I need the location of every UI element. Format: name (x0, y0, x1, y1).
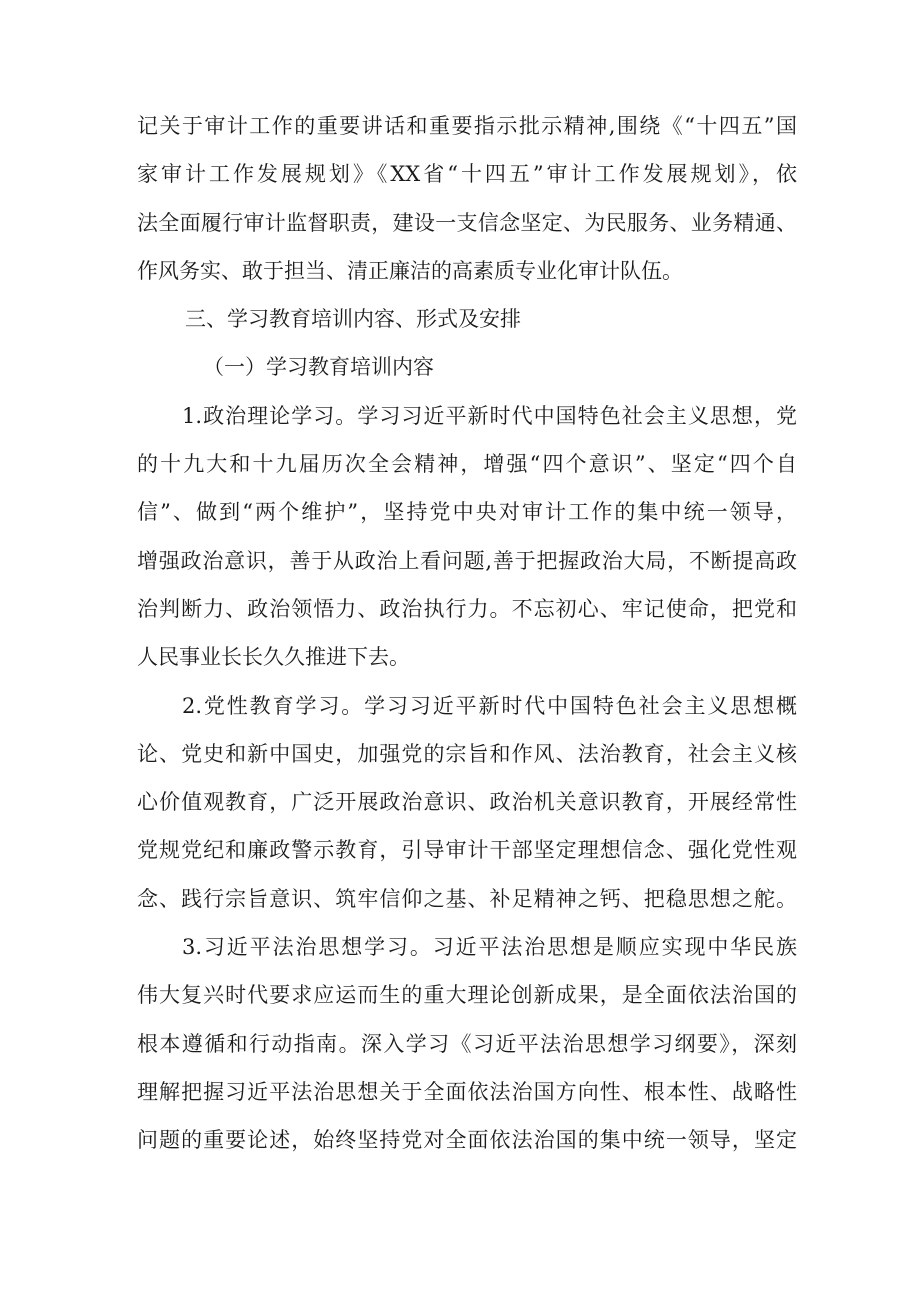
item-2-paragraph (137, 682, 797, 923)
text-line: 法全面履行审计监督职责，建设一支信念坚定、为民服务、业务精通、 (137, 210, 797, 235)
text-line: 3.习近平法治思想学习。习近平法治思想是顺应实现中华民族 (182, 935, 797, 960)
subsection-heading: （一）学习教育培训内容 (203, 355, 434, 380)
text-line: 根本遵循和行动指南。深入学习《习近平法治思想学习纲要》，深刻 (137, 1031, 797, 1056)
text-line: 治判断力、政治领悟力、政治执行力。不忘初心、牢记使命，把党和 (137, 596, 797, 621)
text-line: 家审计工作发展规划》《XX省“十四五”审计工作发展规划》，依 (137, 162, 797, 187)
item-1-paragraph (137, 392, 797, 682)
text-line: 心价值观教育，广泛开展政治意识、政治机关意识教育，开展经常性 (137, 790, 797, 815)
text-line: 信”、做到“两个维护”，坚持党中央对审计工作的集中统一领导， (137, 500, 797, 525)
text-line: 作风务实、敢于担当、清正廉洁的高素质专业化审计队伍。 (137, 258, 683, 283)
text-line: 念、践行宗旨意识、筑牢信仰之基、补足精神之钙、把稳思想之舵。 (137, 886, 797, 911)
document-body (137, 102, 797, 1165)
text-line: 的十九大和十九届历次全会精神，增强“四个意识”、坚定“四个自 (137, 452, 797, 477)
section-heading: 三、学习教育培训内容、形式及安排 (185, 307, 521, 332)
text-line: 问题的重要论述，始终坚持党对全面依法治国的集中统一领导，坚定 (137, 1128, 797, 1153)
item-3-paragraph (137, 923, 797, 1164)
text-line: 论、党史和新中国史，加强党的宗旨和作风、法治教育，社会主义核 (137, 741, 797, 766)
text-line: 党规党纪和廉政警示教育，引导审计干部坚定理想信念、强化党性观 (137, 838, 797, 863)
text-line: 理解把握习近平法治思想关于全面依法治国方向性、根本性、战略性 (137, 1079, 797, 1104)
text-line: 人民事业长长久久推进下去。 (137, 645, 410, 670)
intro-paragraph (137, 102, 797, 295)
text-line: 记关于审计工作的重要讲话和重要指示批示精神,围绕《“十四五”国 (137, 114, 797, 138)
text-line: 伟大复兴时代要求应运而生的重大理论创新成果，是全面依法治国的 (137, 983, 797, 1008)
text-line: 增强政治意识，善于从政治上看问题,善于把握政治大局，不断提高政 (137, 548, 797, 573)
text-line: 2.党性教育学习。学习习近平新时代中国特色社会主义思想概 (182, 693, 797, 718)
text-line: 1.政治理论学习。学习习近平新时代中国特色社会主义思想，党 (182, 403, 797, 428)
